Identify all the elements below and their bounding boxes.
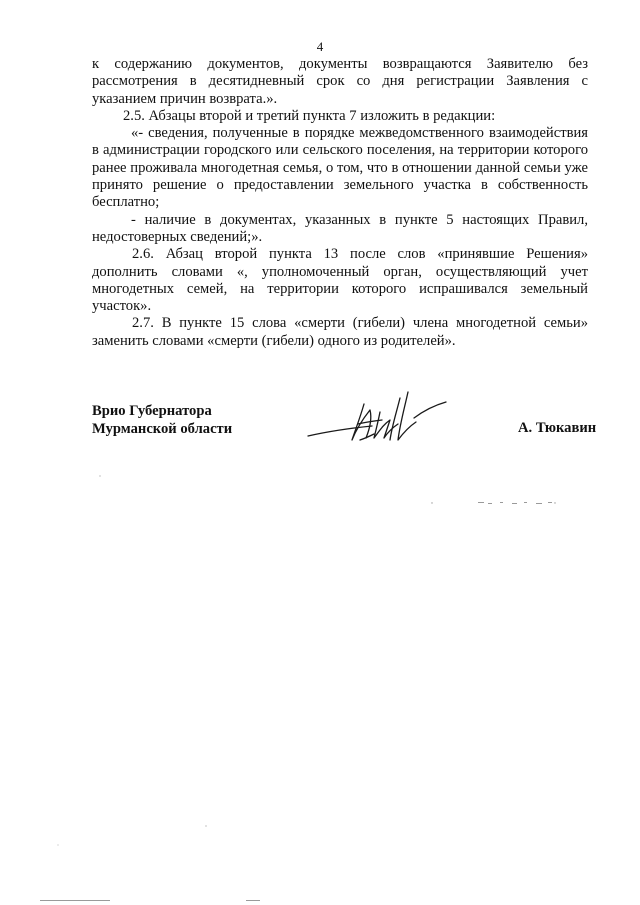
paragraph-continuation: к содержанию документов, документы возвращаются Заявителю без рассмотрения в десятидневный срок со дня регистрации Заявления с указанием причин возврата.». — [92, 56, 588, 107]
paragraph-2-5-quote-2: - наличие в документах, указанных в пункте 5 настоящих Правил, недостоверных сведений;». — [92, 211, 588, 245]
document-body — [92, 56, 588, 350]
handwritten-signature-icon — [300, 384, 470, 454]
paragraph-2-7: 2.7. В пункте 15 слова «смерти (гибели) члена многодетной семьи» заменить словами «смерти (гибели) одного из родителей». — [92, 315, 588, 349]
paragraph-2-5: 2.5. Абзацы второй и третий пункта 7 изложить в редакции: — [123, 107, 496, 124]
paragraph-2-6: 2.6. Абзац второй пункта 13 после слов «принявшие Решения» дополнить словами «, уполномоченный орган, осуществляющий учет многодетных семей, на территории которого испрашивался земельный участок». — [92, 246, 588, 315]
signatory-name: А. Тюкавин — [518, 420, 597, 436]
signatory-position-line-1: Врио Губернатора — [92, 403, 212, 419]
paragraph-2-5-quote-1: «- сведения, полученные в порядке межведомственного взаимодействия в администрации городского или сельского поселения, на территории которого ранее проживала многодетная семья, о том, что в отношении данной семьи уже принято решение о предоставлении земельного участка в собственность бесплатно; — [92, 125, 588, 211]
signatory-position — [92, 402, 232, 438]
signatory-position-line-2: Мурманской области — [92, 421, 233, 437]
page-number: 4 — [316, 39, 324, 54]
